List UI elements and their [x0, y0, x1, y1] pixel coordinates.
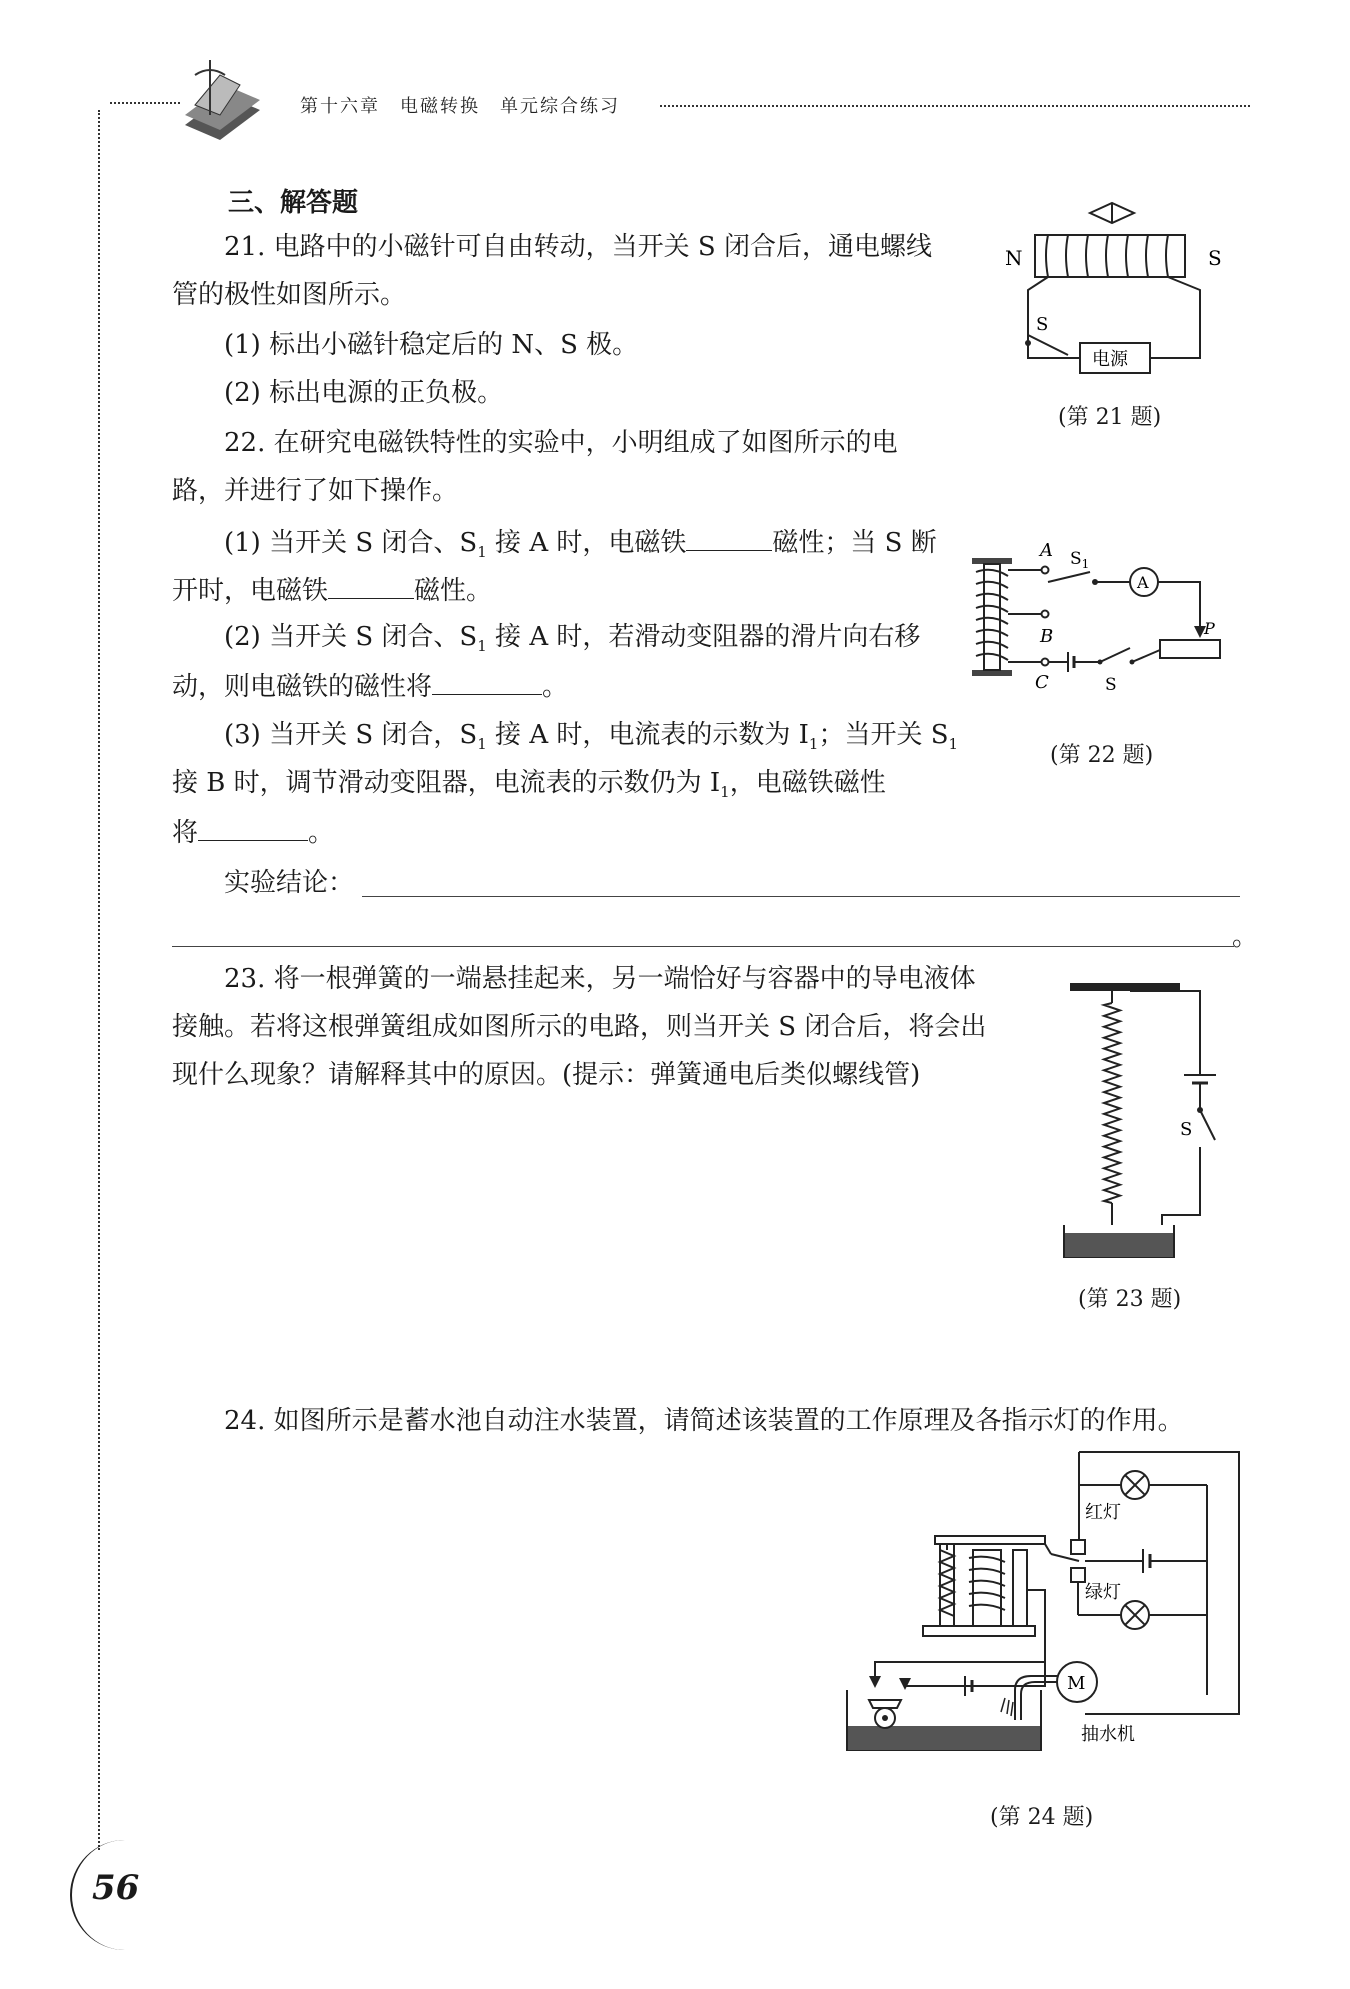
q22-a-label: A — [1040, 540, 1053, 561]
q23-figure — [1050, 975, 1230, 1275]
q22-ammeter-label: A — [1137, 573, 1149, 592]
q24-caption: (第 24 题) — [990, 1805, 1094, 1830]
q21-s-label: S — [1208, 246, 1222, 270]
q23-s-label: S — [1180, 1119, 1193, 1140]
q21-n-label: N — [1005, 246, 1023, 270]
q23-line3: 现什么现象？请解释其中的原因。(提示：弹簧通电后类似螺线管) — [172, 1060, 921, 1090]
q22-c-label: C — [1035, 672, 1049, 693]
q24-line1: 24. 如图所示是蓄水池自动注水装置，请简述该装置的工作原理及各指示灯的作用。 — [224, 1406, 1184, 1436]
q22-b-label: B — [1040, 626, 1054, 647]
section-title: 三、解答题 — [228, 188, 359, 218]
q22-end-mark: 。 — [1232, 922, 1259, 952]
q22-conclusion-line1[interactable] — [362, 896, 1240, 897]
q21-line2: 管的极性如图所示。 — [172, 280, 407, 310]
book-logo-icon — [165, 55, 265, 145]
q21-switch-label: S — [1036, 314, 1049, 335]
q23-spring — [1104, 1003, 1120, 1203]
page-number: 56 — [92, 1868, 140, 1908]
q24-green-lamp-label: 绿灯 — [1085, 1582, 1121, 1603]
q22-caption: (第 22 题) — [1050, 743, 1154, 768]
q21-sub2: (2) 标出电源的正负极。 — [224, 378, 504, 408]
q22-part2-cont: 动，则电磁铁的磁性将 。 — [172, 668, 568, 704]
q22-line1: 22. 在研究电磁铁特性的实验中，小明组成了如图所示的电 — [224, 428, 898, 458]
q21-caption: (第 21 题) — [1058, 405, 1162, 430]
q22-part3-end: 将 。 — [172, 814, 334, 850]
q22-s1-label: $S_1$ — [1070, 549, 1090, 571]
chapter-header: 第十六章 电磁转换 单元综合练习 — [300, 96, 620, 117]
q22-part3: (3) 当开关 S 闭合，$S_1$ 接 A 时，电流表的示数为 $I_1$；当开关 $S_1$ — [224, 720, 959, 754]
q22-part3-cont: 接 B 时，调节滑动变阻器，电流表的示数仍为 $I_1$，电磁铁磁性 — [172, 768, 886, 802]
q22-conclusion-label: 实验结论： — [224, 868, 355, 898]
q22-p-label: P — [1204, 619, 1215, 638]
q22-s-label: S — [1105, 675, 1117, 695]
q21-sub1: (1) 标出小磁针稳定后的 N、S 极。 — [224, 330, 639, 360]
q22-part1: (1) 当开关 S 闭合、$S_1$ 接 A 时，电磁铁 磁性；当 S 断 — [224, 524, 937, 569]
q24-red-lamp-label: 红灯 — [1085, 1502, 1121, 1523]
q24-motor-label: M — [1067, 1673, 1086, 1694]
q22-line2: 路，并进行了如下操作。 — [172, 476, 459, 506]
q24-pump-label: 抽水机 — [1081, 1724, 1135, 1745]
q24-figure — [845, 1450, 1245, 1780]
q23-line1: 23. 将一根弹簧的一端悬挂起来，另一端恰好与容器中的导电液体 — [224, 964, 976, 994]
q23-caption: (第 23 题) — [1078, 1287, 1182, 1312]
q22-blank2[interactable] — [328, 572, 414, 599]
q22-conclusion-line2[interactable] — [172, 946, 1234, 947]
q21-line1: 21. 电路中的小磁针可自由转动，当开关 S 闭合后，通电螺线 — [224, 232, 932, 262]
q21-source-label: 电源 — [1092, 349, 1128, 370]
q22-blank1[interactable] — [686, 524, 772, 551]
q21-figure — [1000, 195, 1240, 375]
q22-figure — [960, 530, 1240, 700]
q22-part1-cont: 开时，电磁铁 磁性。 — [172, 572, 492, 608]
q22-blank4[interactable] — [198, 814, 308, 841]
q22-blank3[interactable] — [432, 668, 542, 695]
q22-part2: (2) 当开关 S 闭合、$S_1$ 接 A 时，若滑动变阻器的滑片向右移 — [224, 622, 921, 656]
margin-dotted-line — [98, 110, 100, 1850]
q23-line2: 接触。若将这根弹簧组成如图所示的电路，则当开关 S 闭合后，将会出 — [172, 1012, 987, 1042]
header-dotted-line — [660, 105, 1250, 107]
